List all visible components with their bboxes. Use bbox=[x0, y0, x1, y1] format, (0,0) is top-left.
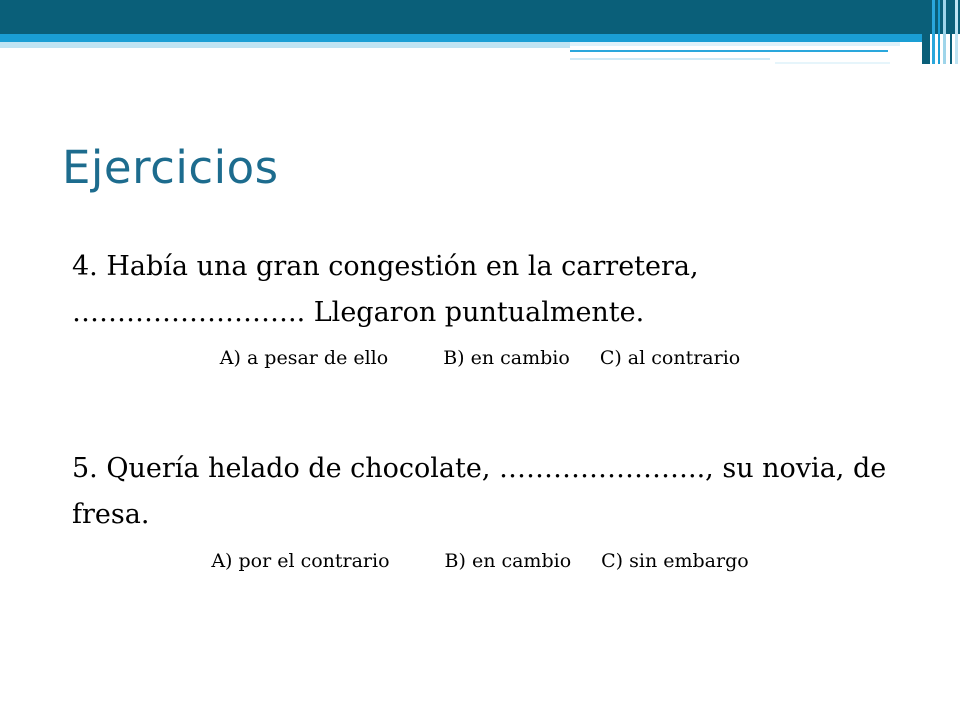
question-4-text: 4. Había una gran congestión en la carretera, …………………….. Llegaron puntualmente. bbox=[72, 251, 699, 328]
option-c: C) sin embargo bbox=[601, 550, 749, 572]
banner-edge-stripe bbox=[943, 0, 946, 64]
banner-accent-line bbox=[570, 50, 888, 52]
option-b: B) en cambio bbox=[444, 550, 572, 572]
option-c: C) al contrario bbox=[599, 347, 741, 369]
option-b: B) en cambio bbox=[443, 347, 570, 369]
question-5-options bbox=[0, 550, 960, 572]
banner-blue-band bbox=[0, 34, 930, 42]
banner-thin-line-short bbox=[775, 62, 890, 64]
banner-edge-stripe bbox=[932, 0, 935, 64]
option-a: A) por el contrario bbox=[211, 550, 390, 572]
banner-edge-stripe bbox=[955, 0, 958, 64]
banner-thin-line bbox=[570, 58, 770, 60]
banner-edge-stripe bbox=[950, 0, 952, 64]
banner-pale-band bbox=[0, 42, 570, 48]
option-a: A) a pesar de ello bbox=[219, 347, 389, 369]
banner-edge-stripe bbox=[922, 0, 930, 64]
banner-edge-stripe bbox=[938, 0, 940, 64]
slide-title: Ejercicios bbox=[62, 141, 279, 194]
banner-dark-band bbox=[0, 0, 960, 34]
question-5-text: 5. Quería helado de chocolate, ………………….., su novia, de fresa. bbox=[72, 453, 887, 530]
banner-pale-band-right bbox=[570, 42, 900, 46]
question-4-options bbox=[0, 347, 960, 369]
